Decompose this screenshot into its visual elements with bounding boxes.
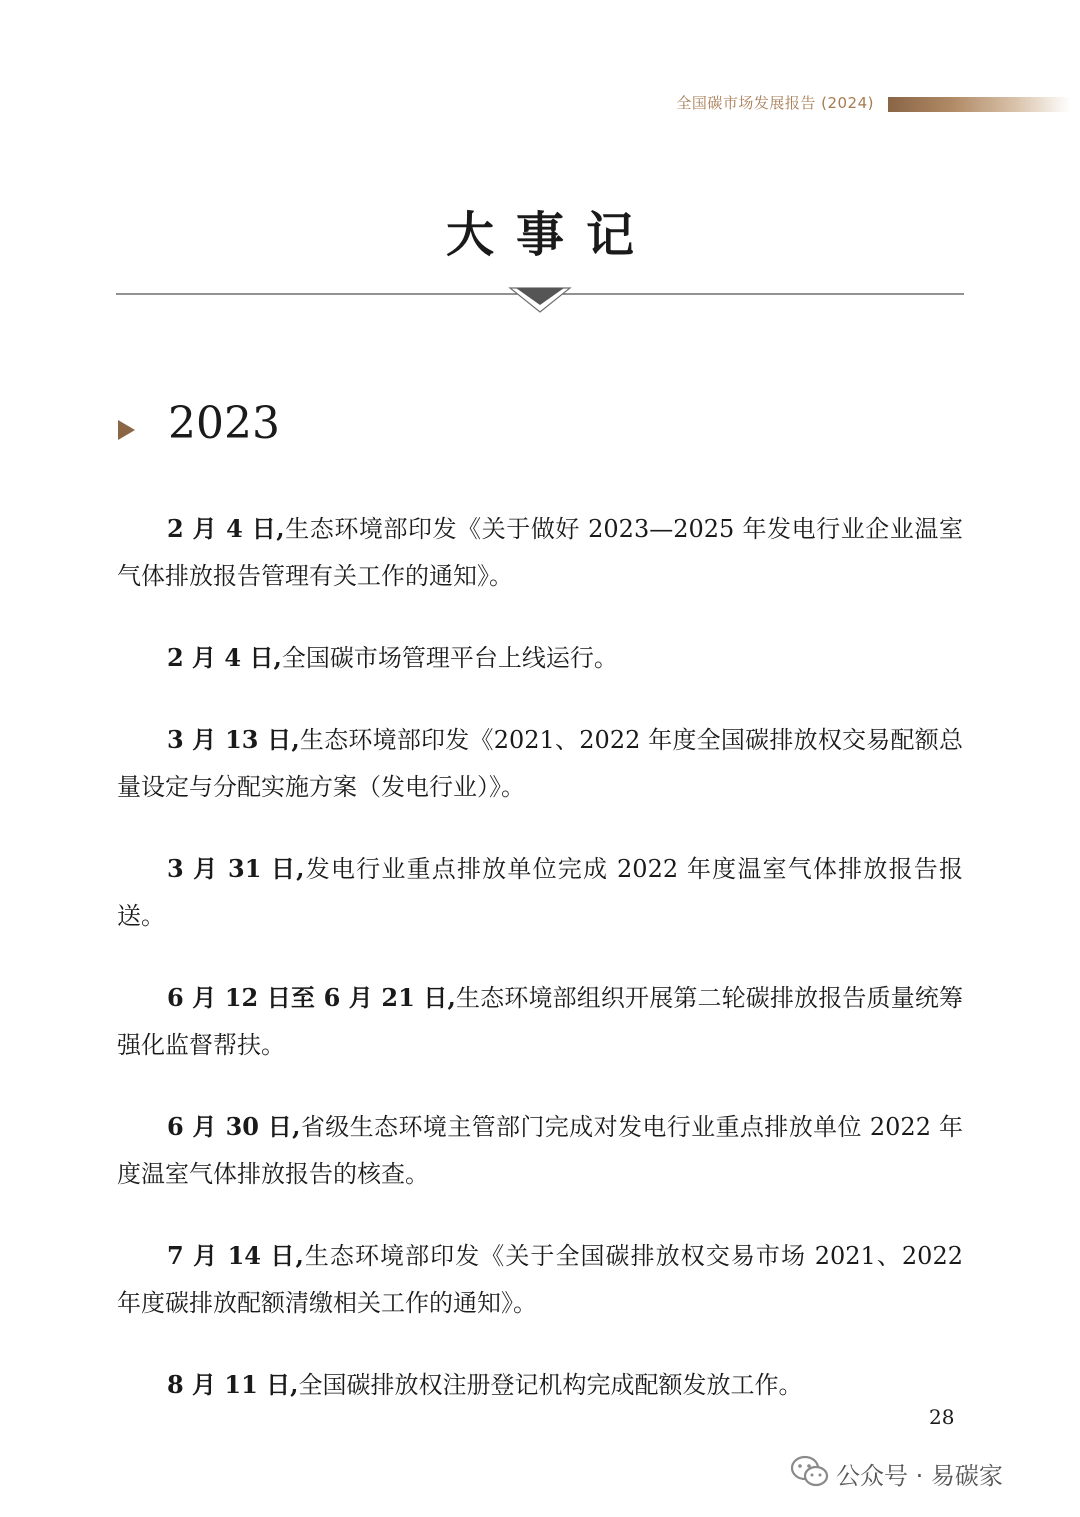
- year-text: 2023: [168, 398, 280, 449]
- event-text: 生态环境部印发《关于做好 2023—2025 年发电行业企业温室气体排放报告管理有关工作的通知》。: [117, 515, 963, 590]
- event-date: 7 月 14 日,: [167, 1241, 304, 1270]
- event-date: 8 月 11 日,: [167, 1370, 299, 1399]
- event-date: 6 月 12 日至 6 月 21 日,: [167, 983, 456, 1012]
- event-item: [117, 634, 963, 682]
- event-text: 生态环境部印发《关于全国碳排放权交易市场 2021、2022 年度碳排放配额清缴相关工作的通知》。: [117, 1242, 963, 1317]
- event-text: 全国碳排放权注册登记机构完成配额发放工作。: [298, 1371, 803, 1399]
- event-text: 生态环境部组织开展第二轮碳排放报告质量统筹强化监督帮扶。: [117, 984, 963, 1059]
- watermark-text: 公众号 · 易碳家: [836, 1462, 1003, 1490]
- event-item: [117, 1103, 963, 1198]
- triangle-right-icon: [118, 420, 135, 440]
- header-accent-bar: [888, 97, 1070, 112]
- event-item: [117, 1361, 963, 1409]
- event-text: 省级生态环境主管部门完成对发电行业重点排放单位 2022 年度温室气体排放报告的核查。: [117, 1113, 963, 1188]
- title-divider: [116, 285, 964, 315]
- event-text: 生态环境部印发《2021、2022 年度全国碳排放权交易配额总量设定与分配实施方案（发电行业）》。: [117, 726, 963, 801]
- event-item: [117, 845, 963, 940]
- report-title: 全国碳市场发展报告 (2024): [676, 94, 874, 112]
- event-list: [117, 505, 963, 1443]
- event-date: 3 月 13 日,: [167, 725, 300, 754]
- event-date: 3 月 31 日,: [167, 854, 305, 883]
- event-date: 2 月 4 日,: [167, 643, 282, 672]
- event-date: 6 月 30 日,: [167, 1112, 301, 1141]
- event-item: [117, 716, 963, 811]
- page-number: 28: [929, 1405, 955, 1429]
- page-title: 大事记: [445, 207, 656, 263]
- event-item: [117, 505, 963, 600]
- event-item: [117, 974, 963, 1069]
- event-item: [117, 1232, 963, 1327]
- event-date: 2 月 4 日,: [167, 514, 285, 543]
- wechat-icon: [790, 1454, 830, 1490]
- event-text: 发电行业重点排放单位完成 2022 年度温室气体排放报告报送。: [117, 855, 963, 930]
- event-text: 全国碳市场管理平台上线运行。: [281, 644, 618, 672]
